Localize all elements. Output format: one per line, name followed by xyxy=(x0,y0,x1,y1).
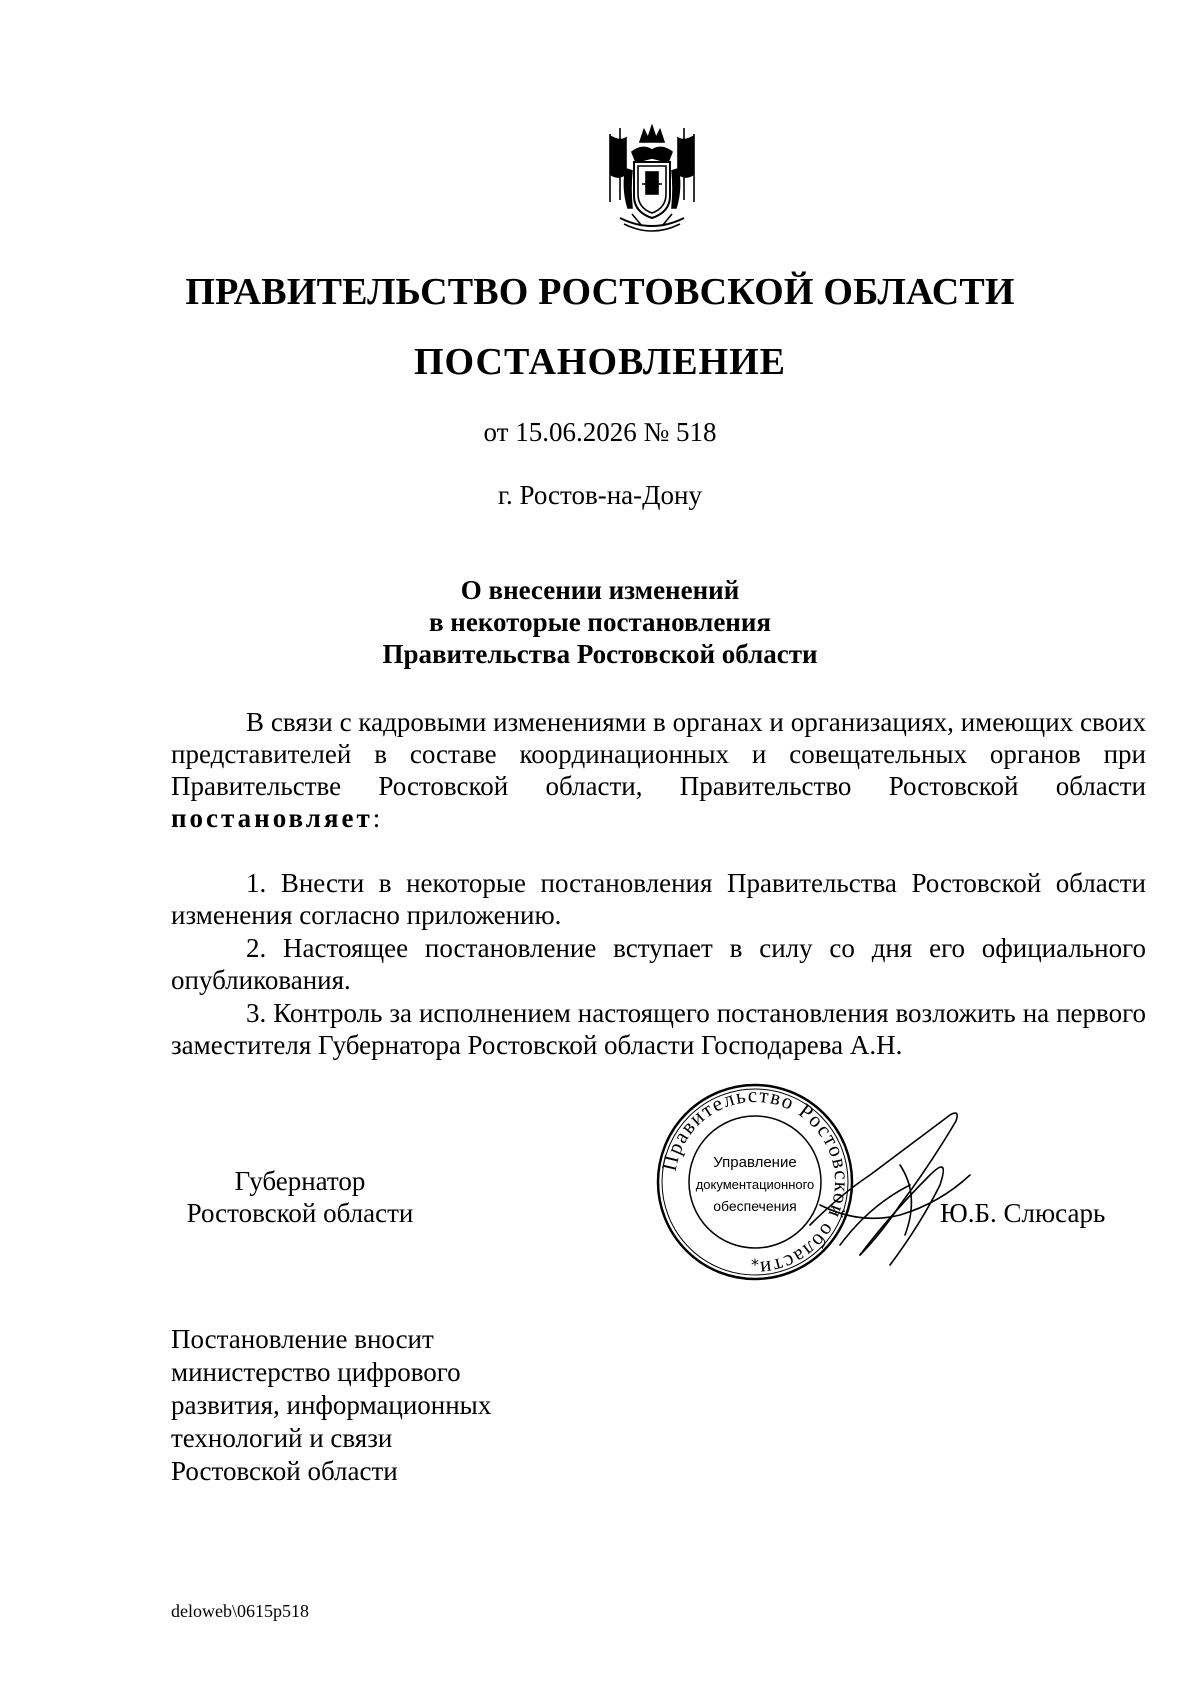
resolution-item-2: 2. Настоящее постановление вступает в силу со дня его официального опубликования. xyxy=(171,933,1146,995)
introduced-by-line: развития, информационных xyxy=(171,1390,492,1420)
introduced-by-line: министерство цифрового xyxy=(171,1357,461,1387)
preamble-colon: : xyxy=(372,803,381,833)
document-subject xyxy=(0,574,1200,670)
preamble-text: В связи с кадровыми изменениями в органах и организациях, имеющих своих представителей в составе координационных и совещательных органов при Правительстве Ростовской области, Правительство Ростовской области xyxy=(171,707,1146,801)
introduced-by-line: Ростовской области xyxy=(171,1456,398,1486)
subject-line: Правительства Ростовской области xyxy=(382,639,818,669)
preamble-paragraph xyxy=(171,706,1146,834)
signatory-title xyxy=(180,1165,420,1229)
signatory-title-line: Ростовской области xyxy=(186,1198,414,1228)
organization-title: ПРАВИТЕЛЬСТВО РОСТОВСКОЙ ОБЛАСТИ xyxy=(185,271,1015,313)
introduced-by-line: Постановление вносит xyxy=(171,1324,434,1354)
stamp-star: * xyxy=(751,1255,759,1274)
document-date-number: от 15.06.2026 № 518 xyxy=(483,417,717,447)
signatory-title-line: Губернатор xyxy=(234,1166,366,1196)
file-reference: deloweb\0615p518 xyxy=(171,1601,309,1621)
handwritten-signature xyxy=(800,1105,990,1275)
stamp-outer-text: Правительство Ростовской области xyxy=(656,1082,855,1282)
stamp-inner-line: документационного xyxy=(695,1177,815,1192)
document-city: г. Ростов-на-Дону xyxy=(497,480,702,510)
resolution-item-1: 1. Внести в некоторые постановления Правительства Ростовской области изменения согласно приложению. xyxy=(171,868,1146,930)
subject-line: в некоторые постановления xyxy=(428,607,772,637)
resolution-item-3: 3. Контроль за исполнением настоящего постановления возложить на первого заместителя Губернатора Ростовской области Господарева А.Н. xyxy=(171,998,1146,1060)
stamp-inner-line: Управление xyxy=(713,1154,797,1171)
document-type: ПОСТАНОВЛЕНИЕ xyxy=(413,341,787,383)
signatory-name: Ю.Б. Слюсарь xyxy=(940,1198,1106,1228)
stamp-inner-line: обеспечения xyxy=(713,1198,797,1214)
subject-line: О внесении изменений xyxy=(460,575,740,605)
introduced-by-line: технологий и связи xyxy=(171,1423,393,1453)
resolution-keyword: постановляет xyxy=(171,803,373,833)
coat-of-arms-emblem xyxy=(602,122,702,238)
introduced-by-block xyxy=(171,1323,571,1488)
